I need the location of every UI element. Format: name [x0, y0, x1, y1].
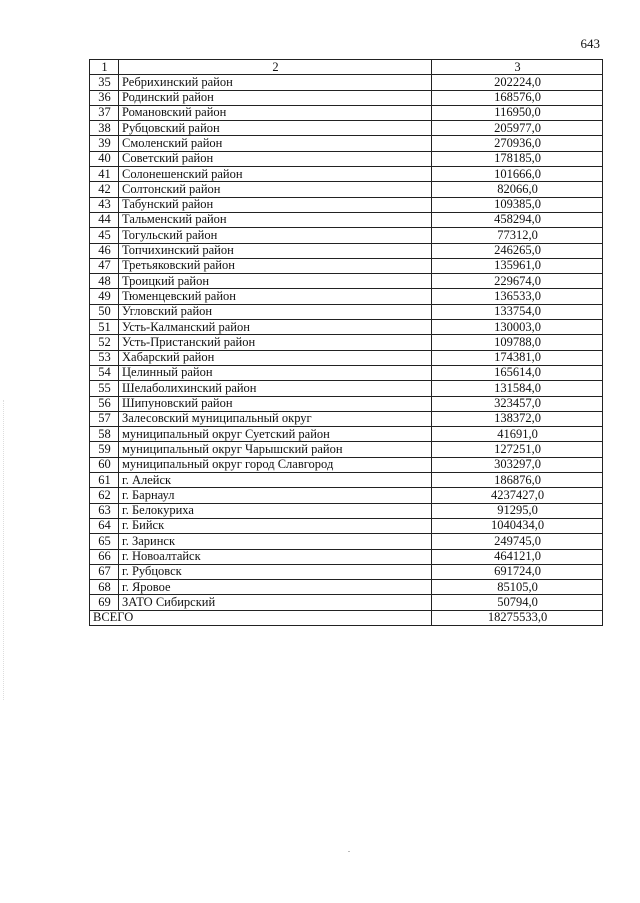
allocation-value: 303297,0	[432, 457, 603, 472]
table-body	[90, 60, 603, 626]
allocation-value: 109788,0	[432, 335, 603, 350]
municipality-name: муниципальный округ город Славгород	[119, 457, 432, 472]
table-row	[90, 473, 603, 488]
municipality-name: г. Алейск	[119, 473, 432, 488]
municipality-name: г. Барнаул	[119, 488, 432, 503]
table-row	[90, 411, 603, 426]
row-number: 40	[90, 151, 119, 166]
municipality-name: г. Новоалтайск	[119, 549, 432, 564]
allocation-value: 691724,0	[432, 564, 603, 579]
allocation-value: 101666,0	[432, 167, 603, 182]
row-number: 43	[90, 197, 119, 212]
municipality-name: Шелаболихинский район	[119, 381, 432, 396]
allocation-value: 186876,0	[432, 473, 603, 488]
allocation-value: 323457,0	[432, 396, 603, 411]
allocation-value: 168576,0	[432, 90, 603, 105]
table-row	[90, 488, 603, 503]
column-header-2: 2	[119, 60, 432, 75]
row-number: 35	[90, 75, 119, 90]
municipality-name: Троицкий район	[119, 274, 432, 289]
municipality-name: г. Заринск	[119, 534, 432, 549]
table-row	[90, 105, 603, 120]
allocation-value: 135961,0	[432, 258, 603, 273]
table-row	[90, 442, 603, 457]
municipality-name: г. Белокуриха	[119, 503, 432, 518]
page-number: 643	[580, 36, 600, 51]
allocation-value: 109385,0	[432, 197, 603, 212]
row-number: 58	[90, 427, 119, 442]
municipality-name: Целинный район	[119, 365, 432, 380]
scan-edge-mark	[3, 400, 5, 700]
table-row	[90, 503, 603, 518]
allocation-value: 458294,0	[432, 212, 603, 227]
allocation-value: 202224,0	[432, 75, 603, 90]
row-number: 47	[90, 258, 119, 273]
municipality-name: г. Рубцовск	[119, 564, 432, 579]
table-row	[90, 381, 603, 396]
municipality-name: Угловский район	[119, 304, 432, 319]
municipality-name: Смоленский район	[119, 136, 432, 151]
municipality-name: Залесовский муниципальный округ	[119, 411, 432, 426]
municipality-name: Солонешенский район	[119, 167, 432, 182]
table-row	[90, 457, 603, 472]
table-row	[90, 212, 603, 227]
table-row	[90, 580, 603, 595]
municipality-name: Тогульский район	[119, 228, 432, 243]
allocation-value: 246265,0	[432, 243, 603, 258]
allocation-value: 1040434,0	[432, 518, 603, 533]
table-row	[90, 304, 603, 319]
table-row	[90, 121, 603, 136]
allocation-value: 165614,0	[432, 365, 603, 380]
row-number: 64	[90, 518, 119, 533]
row-number: 49	[90, 289, 119, 304]
row-number: 42	[90, 182, 119, 197]
row-number: 63	[90, 503, 119, 518]
municipality-name: Тюменцевский район	[119, 289, 432, 304]
row-number: 37	[90, 105, 119, 120]
row-number: 54	[90, 365, 119, 380]
table-row	[90, 167, 603, 182]
municipality-name: Хабарский район	[119, 350, 432, 365]
allocation-value: 130003,0	[432, 320, 603, 335]
row-number: 59	[90, 442, 119, 457]
total-row	[90, 610, 603, 625]
municipality-name: муниципальный округ Чарышский район	[119, 442, 432, 457]
municipality-name: Рубцовский район	[119, 121, 432, 136]
table-row	[90, 427, 603, 442]
table-row	[90, 90, 603, 105]
table-row	[90, 228, 603, 243]
table-row	[90, 151, 603, 166]
municipality-name: г. Бийск	[119, 518, 432, 533]
municipality-name: ЗАТО Сибирский	[119, 595, 432, 610]
table-row	[90, 197, 603, 212]
allocation-value: 270936,0	[432, 136, 603, 151]
row-number: 67	[90, 564, 119, 579]
row-number: 46	[90, 243, 119, 258]
row-number: 62	[90, 488, 119, 503]
row-number: 61	[90, 473, 119, 488]
table-row	[90, 335, 603, 350]
allocation-value: 249745,0	[432, 534, 603, 549]
row-number: 36	[90, 90, 119, 105]
row-number: 41	[90, 167, 119, 182]
allocation-value: 91295,0	[432, 503, 603, 518]
allocation-value: 41691,0	[432, 427, 603, 442]
allocation-value: 50794,0	[432, 595, 603, 610]
row-number: 39	[90, 136, 119, 151]
row-number: 65	[90, 534, 119, 549]
municipality-name: Романовский район	[119, 105, 432, 120]
table-row	[90, 595, 603, 610]
allocation-value: 205977,0	[432, 121, 603, 136]
row-number: 69	[90, 595, 119, 610]
row-number: 45	[90, 228, 119, 243]
table-row	[90, 350, 603, 365]
table-row	[90, 396, 603, 411]
municipality-name: муниципальный округ Суетский район	[119, 427, 432, 442]
table-row	[90, 274, 603, 289]
total-label: ВСЕГО	[90, 610, 432, 625]
scan-speck	[348, 851, 350, 852]
municipality-name: Ребрихинский район	[119, 75, 432, 90]
table-row	[90, 136, 603, 151]
table-row	[90, 320, 603, 335]
allocation-value: 136533,0	[432, 289, 603, 304]
total-value: 18275533,0	[432, 610, 603, 625]
allocation-value: 82066,0	[432, 182, 603, 197]
allocation-value: 229674,0	[432, 274, 603, 289]
table-row	[90, 258, 603, 273]
row-number: 55	[90, 381, 119, 396]
municipality-name: Шипуновский район	[119, 396, 432, 411]
municipality-name: Топчихинский район	[119, 243, 432, 258]
allocation-value: 131584,0	[432, 381, 603, 396]
municipality-name: Усть-Калманский район	[119, 320, 432, 335]
row-number: 68	[90, 580, 119, 595]
allocation-value: 133754,0	[432, 304, 603, 319]
row-number: 51	[90, 320, 119, 335]
municipality-name: Третьяковский район	[119, 258, 432, 273]
municipality-name: Усть-Пристанский район	[119, 335, 432, 350]
table-row	[90, 243, 603, 258]
table-row	[90, 534, 603, 549]
table-row	[90, 564, 603, 579]
row-number: 44	[90, 212, 119, 227]
table-header-row	[90, 60, 603, 75]
municipality-name: г. Яровое	[119, 580, 432, 595]
row-number: 56	[90, 396, 119, 411]
table-row	[90, 289, 603, 304]
allocation-table	[89, 59, 603, 626]
column-header-1: 1	[90, 60, 119, 75]
municipality-name: Советский район	[119, 151, 432, 166]
table-row	[90, 75, 603, 90]
allocation-value: 464121,0	[432, 549, 603, 564]
allocation-value: 4237427,0	[432, 488, 603, 503]
row-number: 38	[90, 121, 119, 136]
allocation-value: 127251,0	[432, 442, 603, 457]
allocation-value: 77312,0	[432, 228, 603, 243]
table-row	[90, 365, 603, 380]
allocation-value: 116950,0	[432, 105, 603, 120]
row-number: 66	[90, 549, 119, 564]
table-row	[90, 182, 603, 197]
municipality-name: Родинский район	[119, 90, 432, 105]
allocation-value: 174381,0	[432, 350, 603, 365]
allocation-value: 178185,0	[432, 151, 603, 166]
row-number: 60	[90, 457, 119, 472]
table-row	[90, 549, 603, 564]
allocation-value: 138372,0	[432, 411, 603, 426]
municipality-name: Тальменский район	[119, 212, 432, 227]
row-number: 48	[90, 274, 119, 289]
row-number: 53	[90, 350, 119, 365]
column-header-3: 3	[432, 60, 603, 75]
allocation-value: 85105,0	[432, 580, 603, 595]
row-number: 57	[90, 411, 119, 426]
municipality-name: Табунский район	[119, 197, 432, 212]
row-number: 52	[90, 335, 119, 350]
municipality-name: Солтонский район	[119, 182, 432, 197]
row-number: 50	[90, 304, 119, 319]
table-row	[90, 518, 603, 533]
